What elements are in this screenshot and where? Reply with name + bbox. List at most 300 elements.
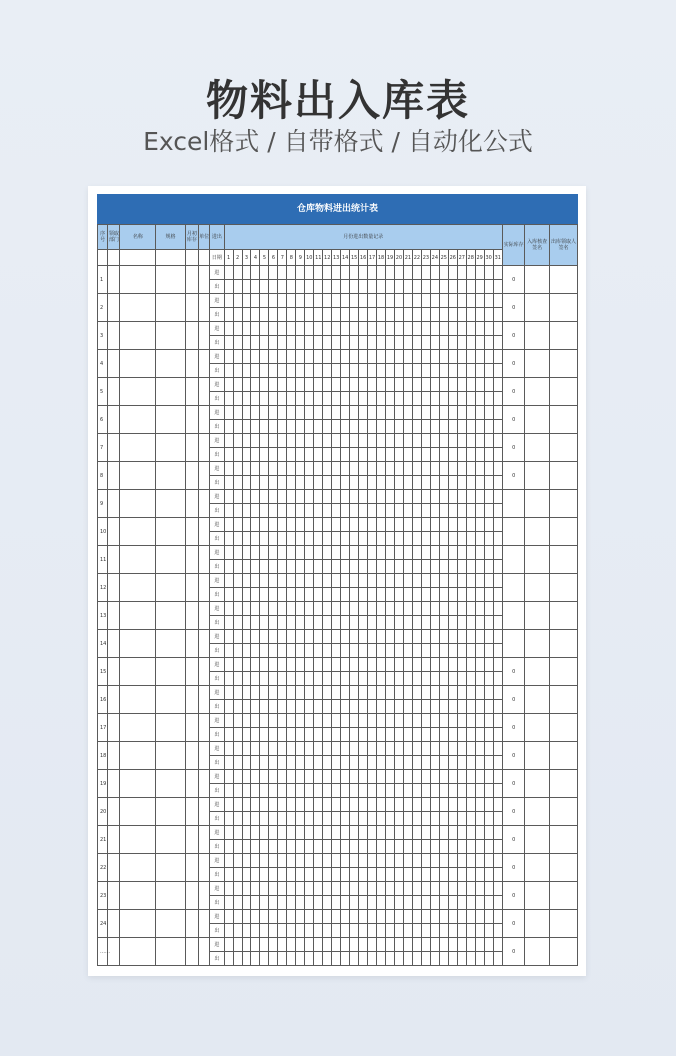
day-cell[interactable] xyxy=(403,308,412,322)
day-cell[interactable] xyxy=(484,350,493,364)
day-cell[interactable] xyxy=(224,686,233,700)
day-cell[interactable] xyxy=(305,686,314,700)
day-cell[interactable] xyxy=(278,322,287,336)
day-cell[interactable] xyxy=(439,784,448,798)
day-cell[interactable] xyxy=(287,392,296,406)
day-cell[interactable] xyxy=(350,854,359,868)
day-cell[interactable] xyxy=(377,434,386,448)
day-cell[interactable] xyxy=(439,952,448,966)
day-cell[interactable] xyxy=(278,532,287,546)
day-cell[interactable] xyxy=(466,476,475,490)
day-cell[interactable] xyxy=(457,434,466,448)
day-cell[interactable] xyxy=(403,532,412,546)
data-cell[interactable] xyxy=(199,686,210,714)
day-cell[interactable] xyxy=(448,728,457,742)
day-cell[interactable] xyxy=(457,728,466,742)
day-cell[interactable] xyxy=(341,560,350,574)
day-cell[interactable] xyxy=(359,826,368,840)
day-cell[interactable] xyxy=(260,686,269,700)
day-cell[interactable] xyxy=(305,672,314,686)
day-cell[interactable] xyxy=(251,406,260,420)
day-cell[interactable] xyxy=(341,714,350,728)
day-cell[interactable] xyxy=(448,630,457,644)
day-cell[interactable] xyxy=(368,714,377,728)
day-cell[interactable] xyxy=(224,924,233,938)
day-cell[interactable] xyxy=(224,784,233,798)
day-cell[interactable] xyxy=(251,658,260,672)
day-cell[interactable] xyxy=(224,798,233,812)
day-cell[interactable] xyxy=(269,686,278,700)
day-cell[interactable] xyxy=(394,938,403,952)
data-cell[interactable] xyxy=(108,266,120,294)
day-cell[interactable] xyxy=(359,854,368,868)
day-cell[interactable] xyxy=(403,490,412,504)
day-cell[interactable] xyxy=(475,266,484,280)
day-cell[interactable] xyxy=(323,378,332,392)
day-cell[interactable] xyxy=(323,854,332,868)
day-cell[interactable] xyxy=(466,728,475,742)
day-cell[interactable] xyxy=(251,910,260,924)
day-cell[interactable] xyxy=(493,378,502,392)
day-cell[interactable] xyxy=(466,938,475,952)
day-cell[interactable] xyxy=(296,756,305,770)
day-cell[interactable] xyxy=(359,448,368,462)
day-cell[interactable] xyxy=(260,364,269,378)
day-cell[interactable] xyxy=(278,294,287,308)
day-cell[interactable] xyxy=(394,714,403,728)
day-cell[interactable] xyxy=(332,336,341,350)
day-cell[interactable] xyxy=(377,742,386,756)
day-cell[interactable] xyxy=(332,364,341,378)
day-cell[interactable] xyxy=(394,392,403,406)
day-cell[interactable] xyxy=(430,462,439,476)
day-cell[interactable] xyxy=(403,672,412,686)
day-cell[interactable] xyxy=(314,952,323,966)
day-cell[interactable] xyxy=(242,616,251,630)
data-cell[interactable] xyxy=(185,826,198,854)
day-cell[interactable] xyxy=(448,434,457,448)
day-cell[interactable] xyxy=(493,644,502,658)
day-cell[interactable] xyxy=(242,504,251,518)
day-cell[interactable] xyxy=(466,350,475,364)
day-cell[interactable] xyxy=(377,322,386,336)
day-cell[interactable] xyxy=(269,784,278,798)
day-cell[interactable] xyxy=(484,868,493,882)
day-cell[interactable] xyxy=(466,672,475,686)
day-cell[interactable] xyxy=(448,868,457,882)
day-cell[interactable] xyxy=(377,392,386,406)
day-cell[interactable] xyxy=(403,840,412,854)
day-cell[interactable] xyxy=(314,294,323,308)
day-cell[interactable] xyxy=(484,686,493,700)
day-cell[interactable] xyxy=(377,798,386,812)
day-cell[interactable] xyxy=(287,616,296,630)
day-cell[interactable] xyxy=(242,546,251,560)
day-cell[interactable] xyxy=(242,322,251,336)
day-cell[interactable] xyxy=(251,350,260,364)
day-cell[interactable] xyxy=(278,560,287,574)
day-cell[interactable] xyxy=(430,644,439,658)
day-cell[interactable] xyxy=(430,756,439,770)
day-cell[interactable] xyxy=(242,728,251,742)
day-cell[interactable] xyxy=(421,392,430,406)
day-cell[interactable] xyxy=(287,812,296,826)
day-cell[interactable] xyxy=(359,728,368,742)
day-cell[interactable] xyxy=(493,728,502,742)
day-cell[interactable] xyxy=(394,602,403,616)
data-cell[interactable] xyxy=(120,378,156,406)
day-cell[interactable] xyxy=(386,826,395,840)
day-cell[interactable] xyxy=(278,504,287,518)
day-cell[interactable] xyxy=(314,420,323,434)
day-cell[interactable] xyxy=(475,812,484,826)
data-cell[interactable] xyxy=(120,826,156,854)
day-cell[interactable] xyxy=(242,532,251,546)
day-cell[interactable] xyxy=(368,630,377,644)
day-cell[interactable] xyxy=(439,728,448,742)
day-cell[interactable] xyxy=(296,294,305,308)
day-cell[interactable] xyxy=(287,938,296,952)
data-cell[interactable] xyxy=(156,518,186,546)
day-cell[interactable] xyxy=(439,546,448,560)
day-cell[interactable] xyxy=(305,588,314,602)
data-cell[interactable] xyxy=(108,434,120,462)
day-cell[interactable] xyxy=(412,294,421,308)
day-cell[interactable] xyxy=(341,910,350,924)
data-cell[interactable] xyxy=(156,322,186,350)
day-cell[interactable] xyxy=(305,700,314,714)
day-cell[interactable] xyxy=(233,448,242,462)
day-cell[interactable] xyxy=(314,532,323,546)
day-cell[interactable] xyxy=(350,714,359,728)
day-cell[interactable] xyxy=(386,686,395,700)
day-cell[interactable] xyxy=(260,854,269,868)
day-cell[interactable] xyxy=(296,868,305,882)
day-cell[interactable] xyxy=(448,924,457,938)
day-cell[interactable] xyxy=(457,742,466,756)
day-cell[interactable] xyxy=(251,546,260,560)
day-cell[interactable] xyxy=(296,350,305,364)
day-cell[interactable] xyxy=(430,588,439,602)
day-cell[interactable] xyxy=(296,616,305,630)
day-cell[interactable] xyxy=(296,840,305,854)
day-cell[interactable] xyxy=(493,518,502,532)
day-cell[interactable] xyxy=(493,434,502,448)
day-cell[interactable] xyxy=(341,630,350,644)
day-cell[interactable] xyxy=(332,532,341,546)
day-cell[interactable] xyxy=(305,658,314,672)
day-cell[interactable] xyxy=(278,910,287,924)
day-cell[interactable] xyxy=(224,742,233,756)
day-cell[interactable] xyxy=(233,658,242,672)
data-cell[interactable] xyxy=(120,518,156,546)
day-cell[interactable] xyxy=(475,616,484,630)
day-cell[interactable] xyxy=(386,294,395,308)
day-cell[interactable] xyxy=(233,406,242,420)
day-cell[interactable] xyxy=(224,910,233,924)
in-signer-cell[interactable] xyxy=(525,742,550,770)
day-cell[interactable] xyxy=(341,532,350,546)
day-cell[interactable] xyxy=(224,462,233,476)
day-cell[interactable] xyxy=(278,896,287,910)
day-cell[interactable] xyxy=(430,546,439,560)
day-cell[interactable] xyxy=(439,742,448,756)
day-cell[interactable] xyxy=(377,308,386,322)
data-cell[interactable] xyxy=(108,350,120,378)
day-cell[interactable] xyxy=(403,742,412,756)
data-cell[interactable] xyxy=(199,882,210,910)
day-cell[interactable] xyxy=(484,630,493,644)
day-cell[interactable] xyxy=(296,784,305,798)
day-cell[interactable] xyxy=(493,910,502,924)
day-cell[interactable] xyxy=(484,280,493,294)
day-cell[interactable] xyxy=(269,602,278,616)
day-cell[interactable] xyxy=(368,476,377,490)
day-cell[interactable] xyxy=(350,924,359,938)
day-cell[interactable] xyxy=(287,910,296,924)
day-cell[interactable] xyxy=(484,392,493,406)
day-cell[interactable] xyxy=(421,378,430,392)
day-cell[interactable] xyxy=(287,686,296,700)
data-cell[interactable] xyxy=(199,294,210,322)
data-cell[interactable] xyxy=(185,350,198,378)
day-cell[interactable] xyxy=(233,420,242,434)
day-cell[interactable] xyxy=(323,322,332,336)
day-cell[interactable] xyxy=(403,924,412,938)
day-cell[interactable] xyxy=(314,560,323,574)
day-cell[interactable] xyxy=(484,672,493,686)
day-cell[interactable] xyxy=(332,560,341,574)
day-cell[interactable] xyxy=(439,896,448,910)
day-cell[interactable] xyxy=(394,644,403,658)
day-cell[interactable] xyxy=(323,336,332,350)
day-cell[interactable] xyxy=(323,868,332,882)
day-cell[interactable] xyxy=(475,434,484,448)
day-cell[interactable] xyxy=(296,910,305,924)
data-cell[interactable] xyxy=(108,378,120,406)
day-cell[interactable] xyxy=(377,728,386,742)
day-cell[interactable] xyxy=(224,518,233,532)
day-cell[interactable] xyxy=(377,840,386,854)
day-cell[interactable] xyxy=(475,476,484,490)
day-cell[interactable] xyxy=(314,476,323,490)
day-cell[interactable] xyxy=(493,868,502,882)
day-cell[interactable] xyxy=(466,714,475,728)
data-cell[interactable] xyxy=(120,546,156,574)
day-cell[interactable] xyxy=(394,700,403,714)
day-cell[interactable] xyxy=(260,896,269,910)
day-cell[interactable] xyxy=(242,518,251,532)
day-cell[interactable] xyxy=(386,560,395,574)
day-cell[interactable] xyxy=(242,882,251,896)
day-cell[interactable] xyxy=(278,574,287,588)
day-cell[interactable] xyxy=(251,448,260,462)
day-cell[interactable] xyxy=(412,854,421,868)
day-cell[interactable] xyxy=(314,728,323,742)
in-signer-cell[interactable] xyxy=(525,602,550,630)
day-cell[interactable] xyxy=(233,826,242,840)
day-cell[interactable] xyxy=(475,448,484,462)
day-cell[interactable] xyxy=(368,560,377,574)
day-cell[interactable] xyxy=(314,406,323,420)
day-cell[interactable] xyxy=(278,448,287,462)
day-cell[interactable] xyxy=(493,602,502,616)
day-cell[interactable] xyxy=(394,868,403,882)
day-cell[interactable] xyxy=(475,798,484,812)
data-cell[interactable] xyxy=(199,406,210,434)
day-cell[interactable] xyxy=(377,518,386,532)
day-cell[interactable] xyxy=(224,602,233,616)
day-cell[interactable] xyxy=(359,840,368,854)
day-cell[interactable] xyxy=(386,924,395,938)
day-cell[interactable] xyxy=(323,798,332,812)
day-cell[interactable] xyxy=(386,854,395,868)
day-cell[interactable] xyxy=(341,308,350,322)
day-cell[interactable] xyxy=(448,476,457,490)
day-cell[interactable] xyxy=(233,490,242,504)
day-cell[interactable] xyxy=(332,616,341,630)
in-signer-cell[interactable] xyxy=(525,322,550,350)
day-cell[interactable] xyxy=(394,476,403,490)
day-cell[interactable] xyxy=(233,350,242,364)
day-cell[interactable] xyxy=(233,686,242,700)
day-cell[interactable] xyxy=(233,280,242,294)
day-cell[interactable] xyxy=(403,518,412,532)
day-cell[interactable] xyxy=(466,868,475,882)
in-signer-cell[interactable] xyxy=(525,658,550,686)
day-cell[interactable] xyxy=(269,616,278,630)
day-cell[interactable] xyxy=(260,644,269,658)
day-cell[interactable] xyxy=(457,784,466,798)
day-cell[interactable] xyxy=(457,518,466,532)
day-cell[interactable] xyxy=(242,854,251,868)
day-cell[interactable] xyxy=(260,546,269,560)
day-cell[interactable] xyxy=(412,840,421,854)
day-cell[interactable] xyxy=(332,490,341,504)
day-cell[interactable] xyxy=(305,784,314,798)
day-cell[interactable] xyxy=(430,868,439,882)
day-cell[interactable] xyxy=(466,546,475,560)
day-cell[interactable] xyxy=(251,896,260,910)
day-cell[interactable] xyxy=(421,826,430,840)
day-cell[interactable] xyxy=(421,882,430,896)
day-cell[interactable] xyxy=(403,952,412,966)
day-cell[interactable] xyxy=(296,378,305,392)
day-cell[interactable] xyxy=(448,840,457,854)
day-cell[interactable] xyxy=(305,812,314,826)
day-cell[interactable] xyxy=(368,756,377,770)
day-cell[interactable] xyxy=(242,840,251,854)
day-cell[interactable] xyxy=(377,938,386,952)
day-cell[interactable] xyxy=(386,322,395,336)
day-cell[interactable] xyxy=(466,336,475,350)
day-cell[interactable] xyxy=(394,658,403,672)
day-cell[interactable] xyxy=(269,700,278,714)
day-cell[interactable] xyxy=(332,322,341,336)
day-cell[interactable] xyxy=(296,742,305,756)
day-cell[interactable] xyxy=(341,854,350,868)
day-cell[interactable] xyxy=(484,714,493,728)
day-cell[interactable] xyxy=(233,266,242,280)
day-cell[interactable] xyxy=(421,574,430,588)
day-cell[interactable] xyxy=(260,784,269,798)
day-cell[interactable] xyxy=(269,854,278,868)
in-signer-cell[interactable] xyxy=(525,378,550,406)
day-cell[interactable] xyxy=(269,882,278,896)
day-cell[interactable] xyxy=(359,546,368,560)
day-cell[interactable] xyxy=(332,854,341,868)
day-cell[interactable] xyxy=(484,854,493,868)
day-cell[interactable] xyxy=(341,868,350,882)
day-cell[interactable] xyxy=(493,294,502,308)
day-cell[interactable] xyxy=(421,812,430,826)
day-cell[interactable] xyxy=(350,630,359,644)
day-cell[interactable] xyxy=(278,700,287,714)
day-cell[interactable] xyxy=(412,518,421,532)
data-cell[interactable] xyxy=(156,854,186,882)
day-cell[interactable] xyxy=(314,910,323,924)
data-cell[interactable] xyxy=(199,322,210,350)
day-cell[interactable] xyxy=(332,504,341,518)
day-cell[interactable] xyxy=(332,476,341,490)
data-cell[interactable] xyxy=(199,630,210,658)
day-cell[interactable] xyxy=(341,294,350,308)
day-cell[interactable] xyxy=(332,714,341,728)
data-cell[interactable] xyxy=(199,602,210,630)
day-cell[interactable] xyxy=(421,322,430,336)
day-cell[interactable] xyxy=(278,392,287,406)
day-cell[interactable] xyxy=(278,938,287,952)
day-cell[interactable] xyxy=(350,756,359,770)
day-cell[interactable] xyxy=(412,882,421,896)
day-cell[interactable] xyxy=(350,392,359,406)
day-cell[interactable] xyxy=(439,378,448,392)
day-cell[interactable] xyxy=(484,700,493,714)
day-cell[interactable] xyxy=(278,490,287,504)
day-cell[interactable] xyxy=(323,280,332,294)
day-cell[interactable] xyxy=(359,266,368,280)
day-cell[interactable] xyxy=(233,574,242,588)
day-cell[interactable] xyxy=(412,546,421,560)
day-cell[interactable] xyxy=(323,532,332,546)
day-cell[interactable] xyxy=(368,952,377,966)
day-cell[interactable] xyxy=(269,266,278,280)
day-cell[interactable] xyxy=(233,938,242,952)
day-cell[interactable] xyxy=(457,420,466,434)
day-cell[interactable] xyxy=(430,700,439,714)
day-cell[interactable] xyxy=(341,266,350,280)
day-cell[interactable] xyxy=(430,490,439,504)
day-cell[interactable] xyxy=(377,924,386,938)
day-cell[interactable] xyxy=(260,434,269,448)
day-cell[interactable] xyxy=(386,378,395,392)
day-cell[interactable] xyxy=(305,504,314,518)
day-cell[interactable] xyxy=(359,868,368,882)
day-cell[interactable] xyxy=(314,350,323,364)
day-cell[interactable] xyxy=(439,812,448,826)
day-cell[interactable] xyxy=(493,420,502,434)
day-cell[interactable] xyxy=(233,644,242,658)
day-cell[interactable] xyxy=(457,462,466,476)
day-cell[interactable] xyxy=(430,770,439,784)
day-cell[interactable] xyxy=(457,546,466,560)
day-cell[interactable] xyxy=(251,840,260,854)
in-signer-cell[interactable] xyxy=(525,294,550,322)
day-cell[interactable] xyxy=(359,308,368,322)
day-cell[interactable] xyxy=(224,882,233,896)
day-cell[interactable] xyxy=(421,462,430,476)
day-cell[interactable] xyxy=(305,560,314,574)
